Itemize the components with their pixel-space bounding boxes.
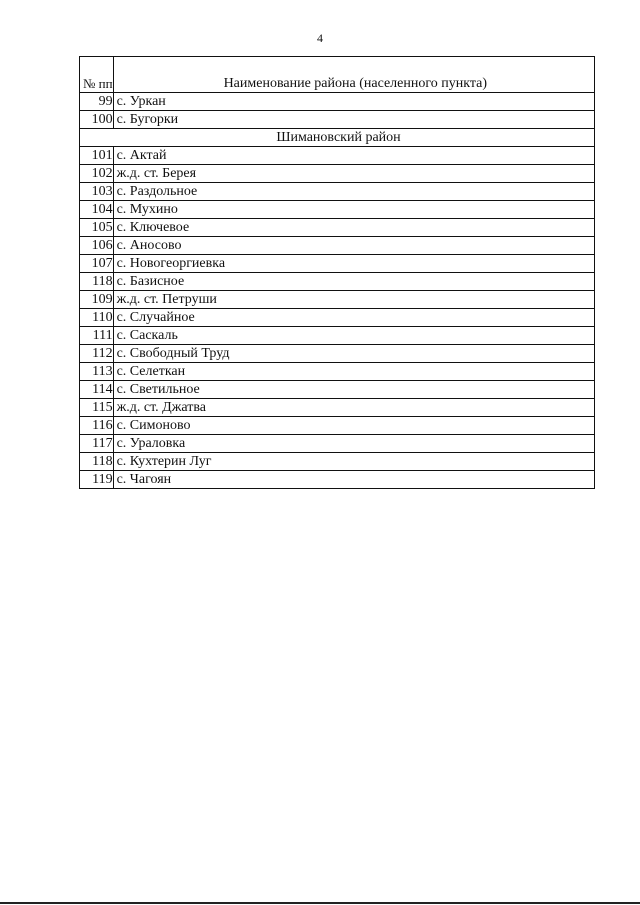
column-header-number: № пп xyxy=(80,57,114,93)
table-row xyxy=(80,291,595,309)
row-number: 102 xyxy=(80,165,114,183)
section-row xyxy=(80,129,595,147)
table-body-after xyxy=(80,147,595,489)
table-row xyxy=(80,201,595,219)
table-row xyxy=(80,93,595,111)
row-number: 101 xyxy=(80,147,114,165)
row-name: ж.д. ст. Берея xyxy=(113,165,594,183)
row-name: с. Кухтерин Луг xyxy=(113,453,594,471)
row-name: с. Ураловка xyxy=(113,435,594,453)
row-name: с. Селеткан xyxy=(113,363,594,381)
row-number: 110 xyxy=(80,309,114,327)
row-number: 117 xyxy=(80,435,114,453)
settlements-table xyxy=(79,56,595,489)
page-number: 4 xyxy=(317,31,323,45)
row-number: 111 xyxy=(80,327,114,345)
row-number: 119 xyxy=(80,471,114,489)
table-row xyxy=(80,363,595,381)
table-row xyxy=(80,381,595,399)
table-row xyxy=(80,219,595,237)
row-name: с. Светильное xyxy=(113,381,594,399)
table-row xyxy=(80,273,595,291)
row-number: 115 xyxy=(80,399,114,417)
section-title: Шимановский район xyxy=(80,129,595,147)
column-header-name: Наименование района (населенного пункта) xyxy=(113,57,594,93)
row-number: 113 xyxy=(80,363,114,381)
row-number: 118 xyxy=(80,453,114,471)
row-name: с. Саскаль xyxy=(113,327,594,345)
row-name: с. Свободный Труд xyxy=(113,345,594,363)
section-body xyxy=(80,129,595,147)
table-row xyxy=(80,147,595,165)
table-row xyxy=(80,399,595,417)
table-row xyxy=(80,471,595,489)
row-name: ж.д. ст. Петруши xyxy=(113,291,594,309)
row-name: с. Бугорки xyxy=(113,111,594,129)
row-number: 114 xyxy=(80,381,114,399)
row-number: 103 xyxy=(80,183,114,201)
table-row xyxy=(80,255,595,273)
row-name: с. Новогеоргиевка xyxy=(113,255,594,273)
table-row xyxy=(80,327,595,345)
row-name: ж.д. ст. Джатва xyxy=(113,399,594,417)
row-name: с. Случайное xyxy=(113,309,594,327)
table-row xyxy=(80,453,595,471)
row-name: с. Аносово xyxy=(113,237,594,255)
row-name: с. Чагоян xyxy=(113,471,594,489)
table-row xyxy=(80,183,595,201)
row-name: с. Актай xyxy=(113,147,594,165)
row-number: 99 xyxy=(80,93,114,111)
table-row xyxy=(80,435,595,453)
row-number: 100 xyxy=(80,111,114,129)
row-name: с. Уркан xyxy=(113,93,594,111)
row-number: 105 xyxy=(80,219,114,237)
scan-edge-line xyxy=(0,902,640,904)
table-header xyxy=(80,57,595,93)
table-row xyxy=(80,417,595,435)
row-name: с. Мухино xyxy=(113,201,594,219)
header-row xyxy=(80,57,595,93)
table-row xyxy=(80,309,595,327)
row-number: 116 xyxy=(80,417,114,435)
row-name: с. Симоново xyxy=(113,417,594,435)
table-body-before xyxy=(80,93,595,129)
row-name: с. Базисное xyxy=(113,273,594,291)
row-number: 109 xyxy=(80,291,114,309)
row-name: с. Раздольное xyxy=(113,183,594,201)
row-number: 107 xyxy=(80,255,114,273)
table-row xyxy=(80,111,595,129)
row-number: 104 xyxy=(80,201,114,219)
row-number: 112 xyxy=(80,345,114,363)
table-row xyxy=(80,237,595,255)
table-row xyxy=(80,165,595,183)
row-name: с. Ключевое xyxy=(113,219,594,237)
row-number: 106 xyxy=(80,237,114,255)
row-number: 118 xyxy=(80,273,114,291)
table-row xyxy=(80,345,595,363)
